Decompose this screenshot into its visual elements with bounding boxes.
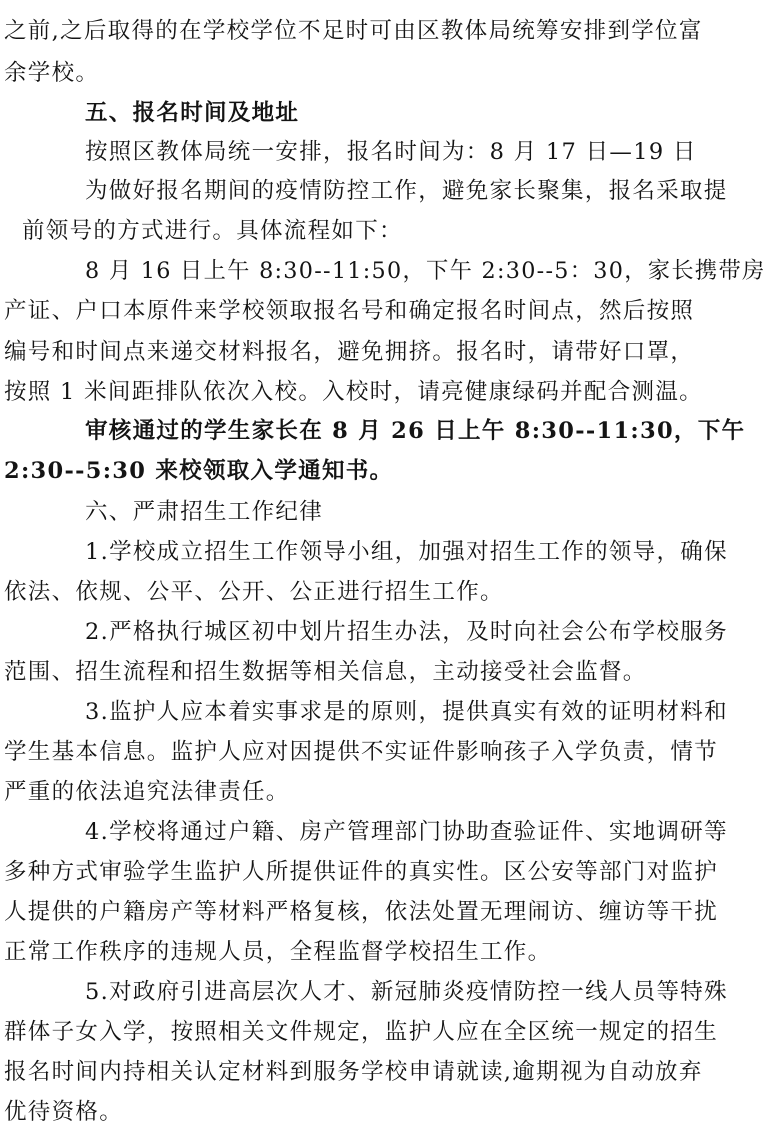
text-line: 审核通过的学生家长在 8 月 26 日上午 8:30--11:30，下午 bbox=[85, 418, 746, 444]
text-line: 多种方式审验学生监护人所提供证件的真实性。区公安等部门对监护 bbox=[4, 859, 719, 885]
text-line: 8 月 16 日上午 8:30--11:50，下午 2:30--5：30，家长携带房 bbox=[85, 258, 766, 284]
text-line: 3.监护人应本着实事求是的原则，提供真实有效的证明材料和 bbox=[85, 699, 728, 725]
text-line: 4.学校将通过户籍、房产管理部门协助查验证件、实地调研等 bbox=[85, 819, 728, 845]
text-line: 学生基本信息。监护人应对因提供不实证件影响孩子入学负责，情节 bbox=[4, 739, 719, 765]
text-line: 前领号的方式进行。具体流程如下： bbox=[22, 218, 403, 244]
text-line: 按照 1 米间距排队依次入校。入校时，请亮健康绿码并配合测温。 bbox=[4, 379, 703, 405]
text-line: 产证、户口本原件来学校领取报名号和确定报名时间点，然后按照 bbox=[4, 298, 695, 324]
text-line: 2:30--5:30 来校领取入学通知书。 bbox=[4, 458, 394, 484]
text-line: 编号和时间点来递交材料报名，避免拥挤。报名时，请带好口罩， bbox=[4, 339, 695, 365]
text-line: 群体子女入学，按照相关文件规定，监护人应在全区统一规定的招生 bbox=[4, 1019, 719, 1045]
text-line: 优待资格。 bbox=[4, 1099, 124, 1125]
section-heading: 五、报名时间及地址 bbox=[85, 100, 300, 126]
text-line: 严重的依法追究法律责任。 bbox=[4, 779, 290, 805]
section-heading: 六、严肃招生工作纪律 bbox=[85, 499, 324, 525]
text-line: 之前,之后取得的在学校学位不足时可由区教体局统筹安排到学位富 bbox=[4, 18, 703, 44]
text-line: 余学校。 bbox=[4, 60, 100, 86]
text-line: 1.学校成立招生工作领导小组，加强对招生工作的领导，确保 bbox=[85, 539, 728, 565]
text-line: 正常工作秩序的违规人员，全程监督学校招生工作。 bbox=[4, 939, 552, 965]
text-line: 报名时间内持相关认定材料到服务学校申请就读,逾期视为自动放弃 bbox=[4, 1059, 703, 1085]
text-line: 范围、招生流程和招生数据等相关信息，主动接受社会监督。 bbox=[4, 659, 647, 685]
text-line: 按照区教体局统一安排，报名时间为：8 月 17 日—19 日 bbox=[85, 139, 697, 165]
text-line: 2.严格执行城区初中划片招生办法，及时向社会公布学校服务 bbox=[85, 619, 728, 645]
text-line: 依法、依规、公平、公开、公正进行招生工作。 bbox=[4, 579, 504, 605]
text-line: 人提供的户籍房产等材料严格复核，依法处置无理闹访、缠访等干扰 bbox=[4, 899, 719, 925]
text-line: 为做好报名期间的疫情防控工作，避免家长聚集，报名采取提 bbox=[85, 178, 728, 204]
text-line: 5.对政府引进高层次人才、新冠肺炎疫情防控一线人员等特殊 bbox=[85, 979, 728, 1005]
